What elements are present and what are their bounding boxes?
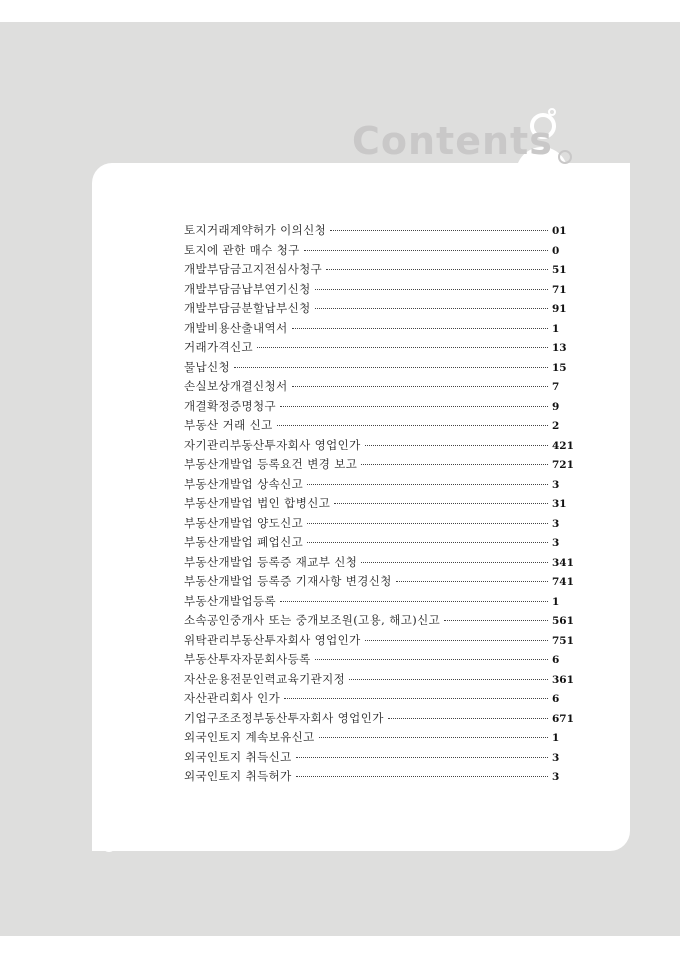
toc-entry[interactable] <box>184 612 584 632</box>
swirl-decoration-top-small <box>548 108 556 116</box>
toc-entry-label: 부동산개발업 법인 합병신고 <box>184 496 331 511</box>
toc-entry[interactable] <box>184 534 584 554</box>
dot-leader <box>296 776 548 777</box>
dot-leader <box>388 718 548 719</box>
toc-entry-page-number: 0 <box>552 244 560 257</box>
toc-entry-page-number: 671 <box>552 712 574 725</box>
toc-entry-page-number: 51 <box>552 264 567 277</box>
toc-entry[interactable] <box>184 222 584 242</box>
dot-leader <box>292 386 548 387</box>
toc-entry-page-number: 9 <box>552 400 560 413</box>
circle-decoration-top <box>558 150 572 164</box>
toc-entry[interactable] <box>184 261 584 281</box>
toc-entry[interactable] <box>184 242 584 262</box>
swirl-decoration-bottom <box>114 772 136 794</box>
dot-leader <box>296 757 548 758</box>
swirl-decoration-bottom-small <box>112 760 121 769</box>
dot-leader <box>234 367 548 368</box>
toc-entry-label: 개발부담금납부연기신청 <box>184 281 311 296</box>
toc-entry-label: 부동산 거래 신고 <box>184 418 273 433</box>
dot-leader <box>365 640 548 641</box>
dot-leader <box>319 737 548 738</box>
dot-leader <box>257 347 548 348</box>
toc-entry-label: 부동산개발업 등록증 기재사항 변경신청 <box>184 574 392 589</box>
dot-leader <box>330 230 548 231</box>
toc-entry[interactable] <box>184 651 584 671</box>
dot-leader <box>365 445 548 446</box>
toc-entry-label: 자산관리회사 인가 <box>184 691 281 706</box>
toc-entry[interactable] <box>184 320 584 340</box>
toc-entry-label: 개발부담금분할납부신청 <box>184 301 311 316</box>
toc-entry-label: 부동산개발업 상속신고 <box>184 476 304 491</box>
dot-leader <box>334 503 548 504</box>
toc-entry[interactable] <box>184 359 584 379</box>
toc-entry-page-number: 561 <box>552 615 574 628</box>
dot-leader <box>307 542 548 543</box>
toc-entry-label: 자산운용전문인력교육기관지정 <box>184 671 346 686</box>
toc-entry[interactable] <box>184 593 584 613</box>
toc-entry-label: 물납신청 <box>184 359 231 374</box>
dot-leader <box>349 679 548 680</box>
toc-entry-label: 개결확정증명청구 <box>184 398 277 413</box>
toc-entry-page-number: 3 <box>552 771 560 784</box>
dot-leader <box>396 581 548 582</box>
dot-leader <box>292 328 548 329</box>
toc-entry-page-number: 3 <box>552 517 560 530</box>
toc-entry-label: 거래가격신고 <box>184 340 254 355</box>
toc-entry[interactable] <box>184 339 584 359</box>
toc-entry-label: 소속공인중개사 또는 중개보조원(고용, 해고)신고 <box>184 613 441 628</box>
toc-entry-page-number: 2 <box>552 420 560 433</box>
dot-leader <box>284 698 548 699</box>
toc-entry-label: 부동산개발업 등록증 재교부 신청 <box>184 554 358 569</box>
dot-leader <box>315 308 548 309</box>
toc-entry[interactable] <box>184 378 584 398</box>
toc-entry-page-number: 1 <box>552 595 560 608</box>
dot-leader <box>304 250 548 251</box>
toc-entry-page-number: 421 <box>552 439 574 452</box>
toc-entry[interactable] <box>184 690 584 710</box>
dot-leader <box>361 562 548 563</box>
toc-entry[interactable] <box>184 300 584 320</box>
toc-entry-page-number: 15 <box>552 361 567 374</box>
toc-entry-page-number: 361 <box>552 673 574 686</box>
toc-entry-label: 개발비용산출내역서 <box>184 320 288 335</box>
toc-entry-page-number: 1 <box>552 322 560 335</box>
toc-entry-page-number: 751 <box>552 634 574 647</box>
page-title: Contents <box>352 119 553 163</box>
toc-entry-label: 개발부담금고지전심사청구 <box>184 262 323 277</box>
dot-leader <box>277 425 548 426</box>
dot-leader <box>307 484 548 485</box>
toc-entry[interactable] <box>184 437 584 457</box>
dot-leader <box>315 289 548 290</box>
toc-entry-label: 외국인토지 계속보유신고 <box>184 730 315 745</box>
toc-entry[interactable] <box>184 476 584 496</box>
toc-entry[interactable] <box>184 573 584 593</box>
toc-entry[interactable] <box>184 749 584 769</box>
dot-leader <box>326 269 548 270</box>
toc-entry[interactable] <box>184 671 584 691</box>
toc-entry-label: 위탁관리부동산투자회사 영업인가 <box>184 632 361 647</box>
toc-entry-page-number: 6 <box>552 654 560 667</box>
toc-entry-page-number: 6 <box>552 693 560 706</box>
toc-entry-label: 토지에 관한 매수 청구 <box>184 242 300 257</box>
dot-leader <box>444 620 548 621</box>
toc-entry-page-number: 3 <box>552 751 560 764</box>
toc-entry[interactable] <box>184 710 584 730</box>
dot-leader <box>361 464 548 465</box>
toc-entry-label: 토지거래계약허가 이의신청 <box>184 223 327 237</box>
toc-entry-label: 기업구조조정부동산투자회사 영업인가 <box>184 710 384 725</box>
toc-entry-page-number: 31 <box>552 498 567 511</box>
toc-entry-page-number: 3 <box>552 537 560 550</box>
toc-entry[interactable] <box>184 495 584 515</box>
toc-entry[interactable] <box>184 456 584 476</box>
dot-leader <box>307 523 548 524</box>
toc-entry-label: 외국인토지 취득허가 <box>184 769 292 784</box>
toc-entry[interactable] <box>184 632 584 652</box>
toc-entry-page-number: 1 <box>552 732 560 745</box>
toc-entry[interactable] <box>184 554 584 574</box>
dot-leader <box>280 601 548 602</box>
toc-entry-label: 손실보상개결신청서 <box>184 379 288 394</box>
circle-decoration-bottom <box>102 838 116 852</box>
toc-entry-page-number: 741 <box>552 576 574 589</box>
toc-entry[interactable] <box>184 729 584 749</box>
toc-entry[interactable] <box>184 768 584 788</box>
dot-leader <box>280 406 548 407</box>
toc-entry-label: 부동산개발업 양도신고 <box>184 515 304 530</box>
toc-entry[interactable] <box>184 281 584 301</box>
toc-entry-label: 부동산개발업 폐업신고 <box>184 535 304 550</box>
toc-entry[interactable] <box>184 398 584 418</box>
table-of-contents <box>184 222 584 788</box>
dot-leader <box>315 659 548 660</box>
toc-entry-page-number: 71 <box>552 283 567 296</box>
toc-entry-page-number: 01 <box>552 225 567 237</box>
toc-entry[interactable] <box>184 515 584 535</box>
toc-entry-page-number: 3 <box>552 478 560 491</box>
toc-entry-page-number: 7 <box>552 381 560 394</box>
toc-entry-label: 부동산투자자문회사등록 <box>184 652 311 667</box>
toc-entry-label: 부동산개발업 등록요건 변경 보고 <box>184 457 358 472</box>
toc-entry-page-number: 341 <box>552 556 574 569</box>
toc-entry-label: 부동산개발업등록 <box>184 593 277 608</box>
toc-entry-label: 자기관리부동산투자회사 영업인가 <box>184 437 361 452</box>
toc-entry-page-number: 91 <box>552 303 567 316</box>
toc-entry[interactable] <box>184 417 584 437</box>
toc-entry-label: 외국인토지 취득신고 <box>184 749 292 764</box>
toc-entry-page-number: 13 <box>552 342 567 355</box>
toc-entry-page-number: 721 <box>552 459 574 472</box>
